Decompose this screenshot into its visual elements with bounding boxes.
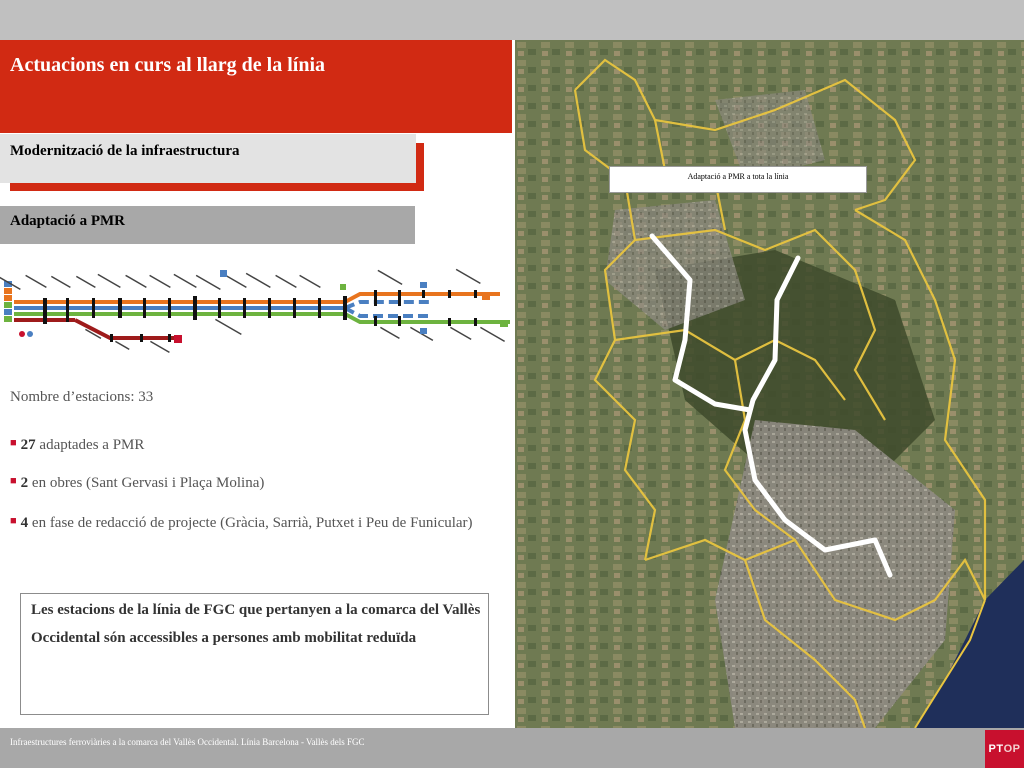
- title-banner: [0, 40, 512, 133]
- map-label: Adaptació a PMR a tota la línia: [609, 166, 867, 193]
- bullet-strong: 4: [20, 515, 29, 531]
- bullet-in-works: [10, 468, 480, 497]
- line-diagram: [0, 250, 515, 375]
- bullet-adapted: [10, 430, 480, 459]
- bullet-icon: ■: [10, 475, 17, 487]
- line-badge-s2: [4, 302, 12, 308]
- line-blue-branch-2: [345, 308, 430, 316]
- logo-part-b: OP: [1003, 743, 1021, 755]
- bullet-strong: 2: [20, 475, 29, 491]
- section-title: Adaptació a PMR: [10, 213, 125, 229]
- line-badge-l7: [4, 288, 12, 294]
- callout-box: [20, 593, 489, 715]
- satellite-map: [515, 40, 1024, 728]
- bullet-text: en fase de redacció de projecte (Gràcia, Sarrià, Putxet i Peu de Funicular): [28, 515, 473, 531]
- line-darkred-branch: [75, 320, 180, 338]
- logo-part-a: PT: [988, 743, 1004, 755]
- top-band: [0, 0, 1024, 40]
- footer-band: [0, 728, 1024, 768]
- line-badge-s55: [4, 316, 12, 322]
- stations-count: Nombre d’estacions: 33: [10, 389, 154, 405]
- bullet-icon: ■: [10, 515, 17, 527]
- station-labels: [0, 269, 505, 353]
- bullet-in-design: [10, 508, 480, 537]
- bullet-text: en obres (Sant Gervasi i Plaça Molina): [28, 475, 265, 491]
- section-box: [0, 206, 415, 244]
- line-blue-branch: [345, 302, 430, 308]
- subtitle-box: [0, 134, 416, 183]
- footer-text: Infraestructures ferroviàries a la comarca del Vallès Occidental. Línia Barcelona - Vallès dels FGC: [10, 737, 365, 747]
- callout-text: Les estacions de la línia de FGC que pertanyen a la comarca del Vallès Occidental són accessibles a persones amb mobilitat reduïda: [31, 602, 481, 646]
- bullet-text: adaptades a PMR: [35, 437, 145, 453]
- line-badge-s5: [4, 309, 12, 315]
- subtitle: Modernització de la infraestructura: [10, 143, 240, 159]
- bullet-strong: 27: [20, 437, 36, 453]
- page-title: Actuacions en curs al llarg de la línia: [10, 54, 325, 76]
- bullet-icon: ■: [10, 437, 17, 449]
- line-badge-s1: [4, 295, 12, 301]
- ptop-logo: [985, 730, 1024, 768]
